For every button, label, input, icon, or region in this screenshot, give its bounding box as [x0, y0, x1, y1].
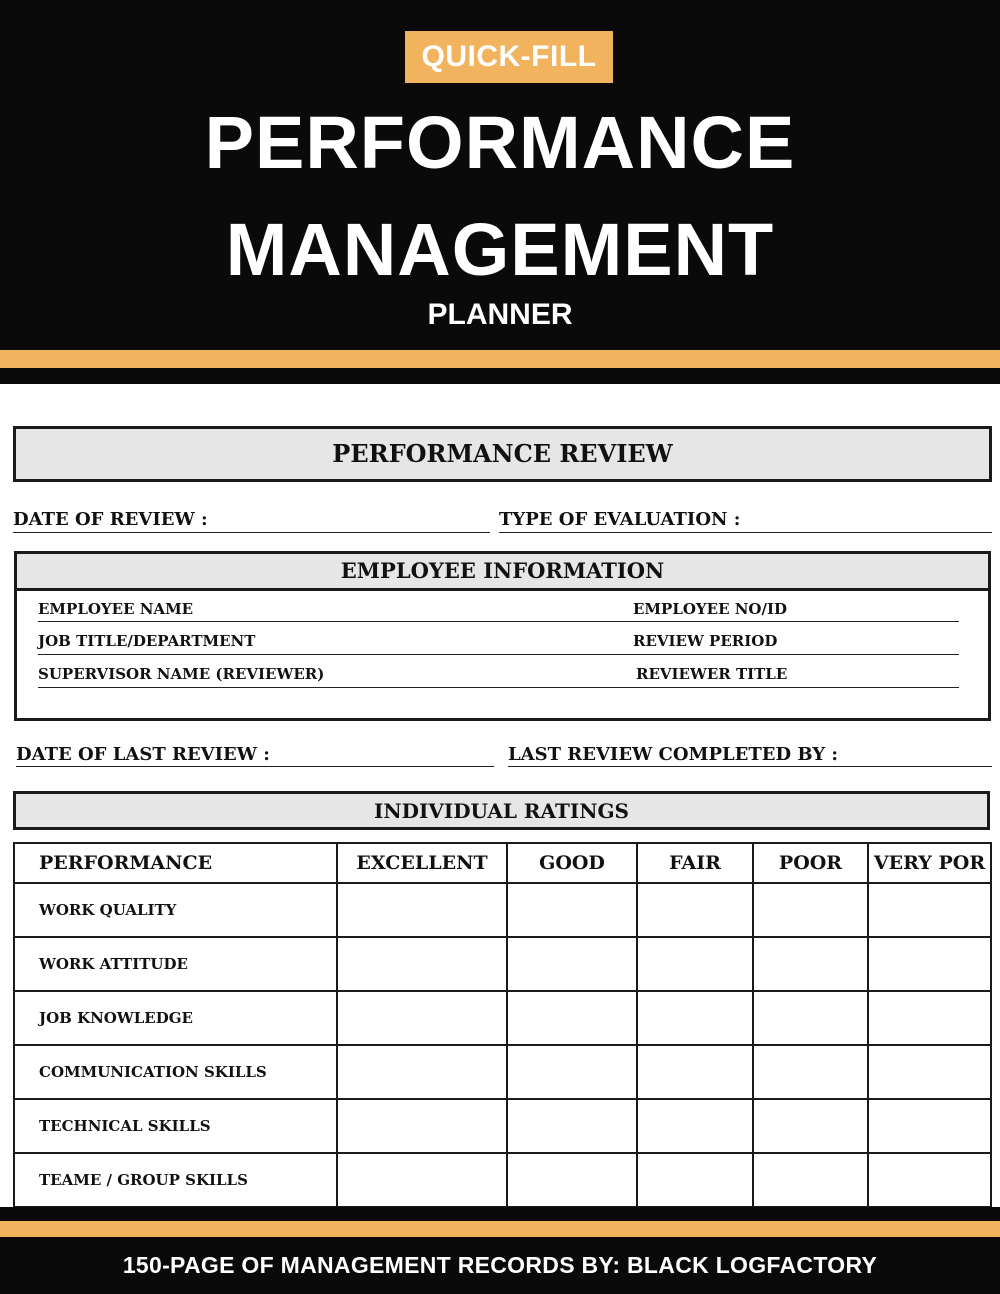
column-header: FAIR [637, 843, 753, 883]
rating-cell[interactable] [337, 1153, 507, 1207]
rating-cell[interactable] [507, 883, 637, 937]
rating-cell[interactable] [637, 991, 753, 1045]
review-period-label: REVIEW PERIOD [633, 632, 778, 650]
last-review-completed-line[interactable] [508, 766, 992, 767]
rating-cell[interactable] [868, 883, 991, 937]
table-row [14, 883, 991, 937]
rating-cell[interactable] [337, 991, 507, 1045]
rating-cell[interactable] [637, 937, 753, 991]
job-title-label: JOB TITLE/DEPARTMENT [38, 632, 256, 650]
rating-cell[interactable] [637, 1099, 753, 1153]
criterion-label: WORK ATTITUDE [14, 937, 337, 991]
rating-cell[interactable] [637, 883, 753, 937]
performance-review-heading [13, 426, 992, 482]
date-of-review-line[interactable] [13, 532, 490, 533]
accent-stripe-top [0, 350, 1000, 368]
title-line-2: MANAGEMENT [225, 208, 775, 291]
rating-cell[interactable] [868, 1099, 991, 1153]
column-header: POOR [753, 843, 868, 883]
ratings-header-row [14, 843, 991, 883]
rating-cell[interactable] [507, 1099, 637, 1153]
rating-cell[interactable] [337, 1099, 507, 1153]
date-of-review-label: DATE OF REVIEW : [13, 509, 208, 530]
rating-cell[interactable] [337, 937, 507, 991]
table-row [14, 937, 991, 991]
rating-cell[interactable] [753, 1045, 868, 1099]
rating-cell[interactable] [868, 1153, 991, 1207]
employee-name-line[interactable] [38, 621, 959, 622]
table-row [14, 1099, 991, 1153]
rating-cell[interactable] [753, 1153, 868, 1207]
dark-stripe-top [0, 368, 1000, 384]
subtitle: PLANNER [427, 298, 573, 331]
reviewer-title-label: REVIEWER TITLE [636, 665, 788, 683]
rating-cell[interactable] [337, 1045, 507, 1099]
table-row [14, 1153, 991, 1207]
rating-cell[interactable] [337, 883, 507, 937]
accent-stripe-bottom [0, 1221, 1000, 1237]
performance-review-title: PERFORMANCE REVIEW [332, 439, 673, 468]
table-row [14, 1045, 991, 1099]
rating-cell[interactable] [637, 1153, 753, 1207]
column-header: PERFORMANCE [14, 843, 337, 883]
cover-header [0, 0, 1000, 350]
type-of-evaluation-line[interactable] [499, 532, 992, 533]
table-row [14, 991, 991, 1045]
criterion-label: JOB KNOWLEDGE [14, 991, 337, 1045]
criterion-label: WORK QUALITY [14, 883, 337, 937]
date-of-last-review-label: DATE OF LAST REVIEW : [16, 744, 270, 765]
rating-cell[interactable] [507, 1045, 637, 1099]
column-header: EXCELLENT [337, 843, 507, 883]
type-of-evaluation-label: TYPE OF EVALUATION : [499, 509, 741, 530]
rating-cell[interactable] [753, 991, 868, 1045]
individual-ratings-title: INDIVIDUAL RATINGS [373, 799, 629, 823]
last-review-completed-label: LAST REVIEW COMPLETED BY : [508, 744, 839, 765]
supervisor-name-line[interactable] [38, 687, 959, 688]
rating-cell[interactable] [507, 1153, 637, 1207]
individual-ratings-heading [13, 791, 990, 830]
rating-cell[interactable] [753, 937, 868, 991]
rating-cell[interactable] [868, 937, 991, 991]
rating-cell[interactable] [637, 1045, 753, 1099]
criterion-label: TEAME / GROUP SKILLS [14, 1153, 337, 1207]
employee-name-label: EMPLOYEE NAME [38, 600, 194, 618]
quick-fill-badge: QUICK-FILL [405, 31, 613, 83]
rating-cell[interactable] [753, 1099, 868, 1153]
employee-no-label: EMPLOYEE NO/ID [633, 600, 788, 618]
column-header: VERY POR [868, 843, 991, 883]
footer-banner [0, 1237, 1000, 1294]
supervisor-name-label: SUPERVISOR NAME (REVIEWER) [38, 665, 325, 683]
column-header: GOOD [507, 843, 637, 883]
title-line-1: PERFORMANCE [204, 101, 796, 184]
rating-cell[interactable] [868, 1045, 991, 1099]
criterion-label: COMMUNICATION SKILLS [14, 1045, 337, 1099]
rating-cell[interactable] [507, 991, 637, 1045]
rating-cell[interactable] [753, 883, 868, 937]
rating-cell[interactable] [507, 937, 637, 991]
ratings-table [13, 842, 992, 1208]
date-of-last-review-line[interactable] [16, 766, 494, 767]
employee-information-heading: EMPLOYEE INFORMATION [17, 554, 988, 591]
rating-cell[interactable] [868, 991, 991, 1045]
job-title-line[interactable] [38, 654, 959, 655]
criterion-label: TECHNICAL SKILLS [14, 1099, 337, 1153]
dark-stripe-bottom [0, 1207, 1000, 1221]
footer-text: 150-PAGE OF MANAGEMENT RECORDS BY: BLACK LOGFACTORY [122, 1252, 878, 1278]
